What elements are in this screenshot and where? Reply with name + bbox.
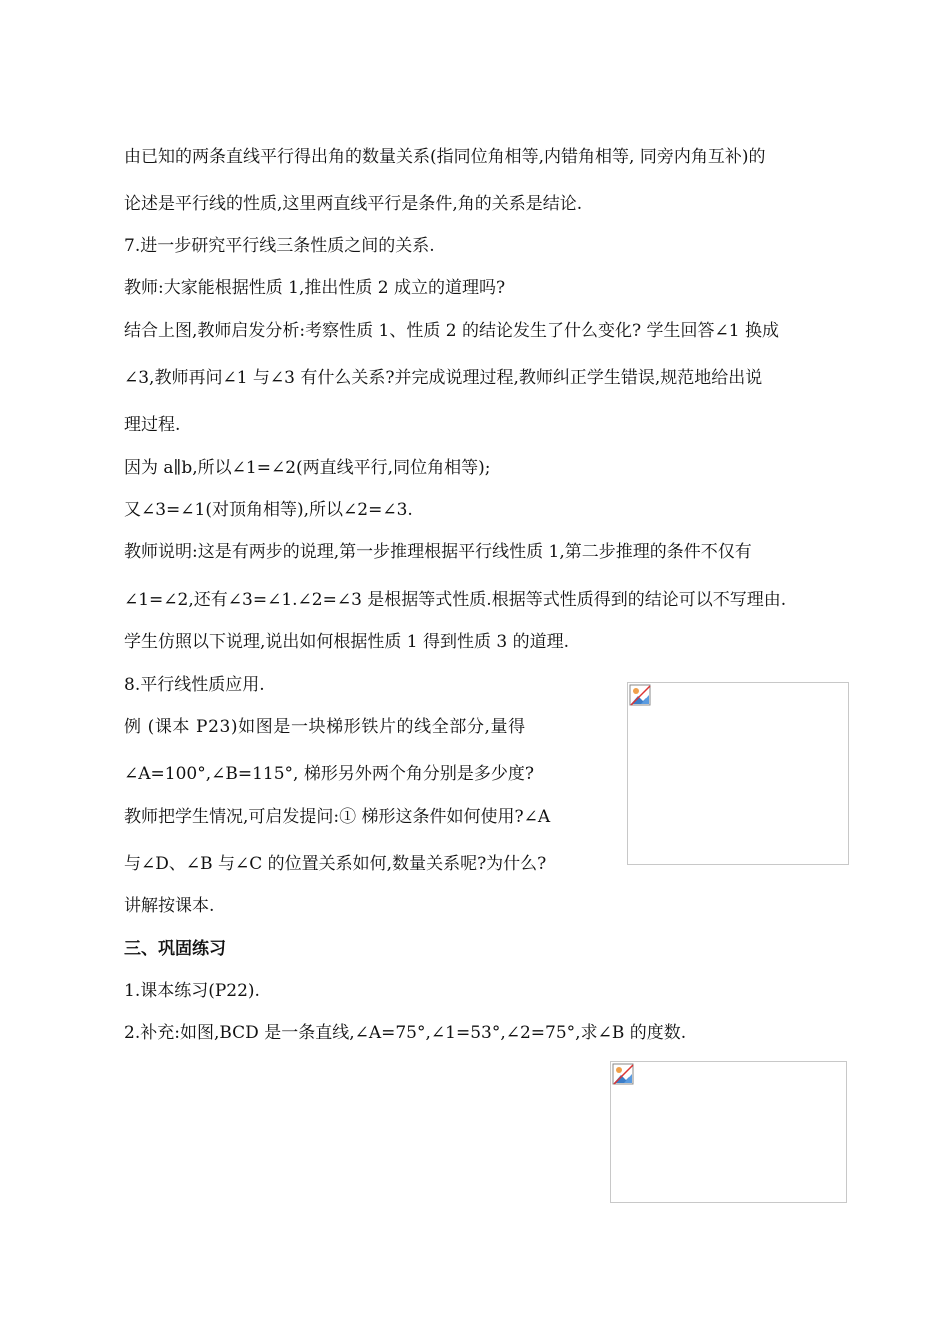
paragraph-line: ∠1=∠2,还有∠3=∠1.∠2=∠3 是根据等式性质.根据等式性质得到的结论可以不写理由.	[124, 590, 787, 610]
line-figure-placeholder	[610, 1061, 847, 1203]
paragraph-line: 教师把学生情况,可启发提问:① 梯形这条件如何使用?∠A	[124, 807, 551, 827]
trapezoid-figure-placeholder	[627, 682, 849, 865]
paragraph-line: ∠3,教师再问∠1 与∠3 有什么关系?并完成说理过程,教师纠正学生错误,规范地给出说	[124, 368, 763, 388]
exercise-item-1: 1.课本练习(P22).	[124, 981, 260, 1001]
paragraph-line: 例 (课本 P23)如图是一块梯形铁片的线全部分,量得	[124, 717, 526, 737]
paragraph-line: 结合上图,教师启发分析:考察性质 1、性质 2 的结论发生了什么变化? 学生回答∠1 换成	[124, 321, 779, 341]
broken-image-icon	[612, 1063, 634, 1085]
exercise-item-2: 2.补充:如图,BCD 是一条直线,∠A=75°,∠1=53°,∠2=75°,求∠B 的度数.	[124, 1023, 687, 1043]
paragraph-line: 教师说明:这是有两步的说理,第一步推理根据平行线性质 1,第二步推理的条件不仅有	[124, 542, 752, 562]
paragraph-line: 学生仿照以下说理,说出如何根据性质 1 得到性质 3 的道理.	[124, 632, 570, 652]
paragraph-line: 讲解按课本.	[124, 896, 215, 916]
paragraph-line: 论述是平行线的性质,这里两直线平行是条件,角的关系是结论.	[124, 194, 583, 214]
section-item-7: 7.进一步研究平行线三条性质之间的关系.	[124, 236, 435, 256]
broken-image-icon	[629, 684, 651, 706]
paragraph-line: ∠A=100°,∠B=115°, 梯形另外两个角分别是多少度?	[124, 764, 534, 784]
paragraph-line: 与∠D、∠B 与∠C 的位置关系如何,数量关系呢?为什么?	[124, 854, 547, 874]
paragraph-line: 由已知的两条直线平行得出角的数量关系(指同位角相等,内错角相等, 同旁内角互补)的	[124, 147, 766, 167]
paragraph-line: 又∠3=∠1(对顶角相等),所以∠2=∠3.	[124, 500, 413, 520]
paragraph-line: 教师:大家能根据性质 1,推出性质 2 成立的道理吗?	[124, 278, 506, 298]
paragraph-line: 理过程.	[124, 415, 181, 435]
section-heading: 三、巩固练习	[124, 939, 226, 959]
paragraph-line: 因为 a∥b,所以∠1=∠2(两直线平行,同位角相等);	[124, 458, 491, 478]
section-item-8: 8.平行线性质应用.	[124, 675, 265, 695]
